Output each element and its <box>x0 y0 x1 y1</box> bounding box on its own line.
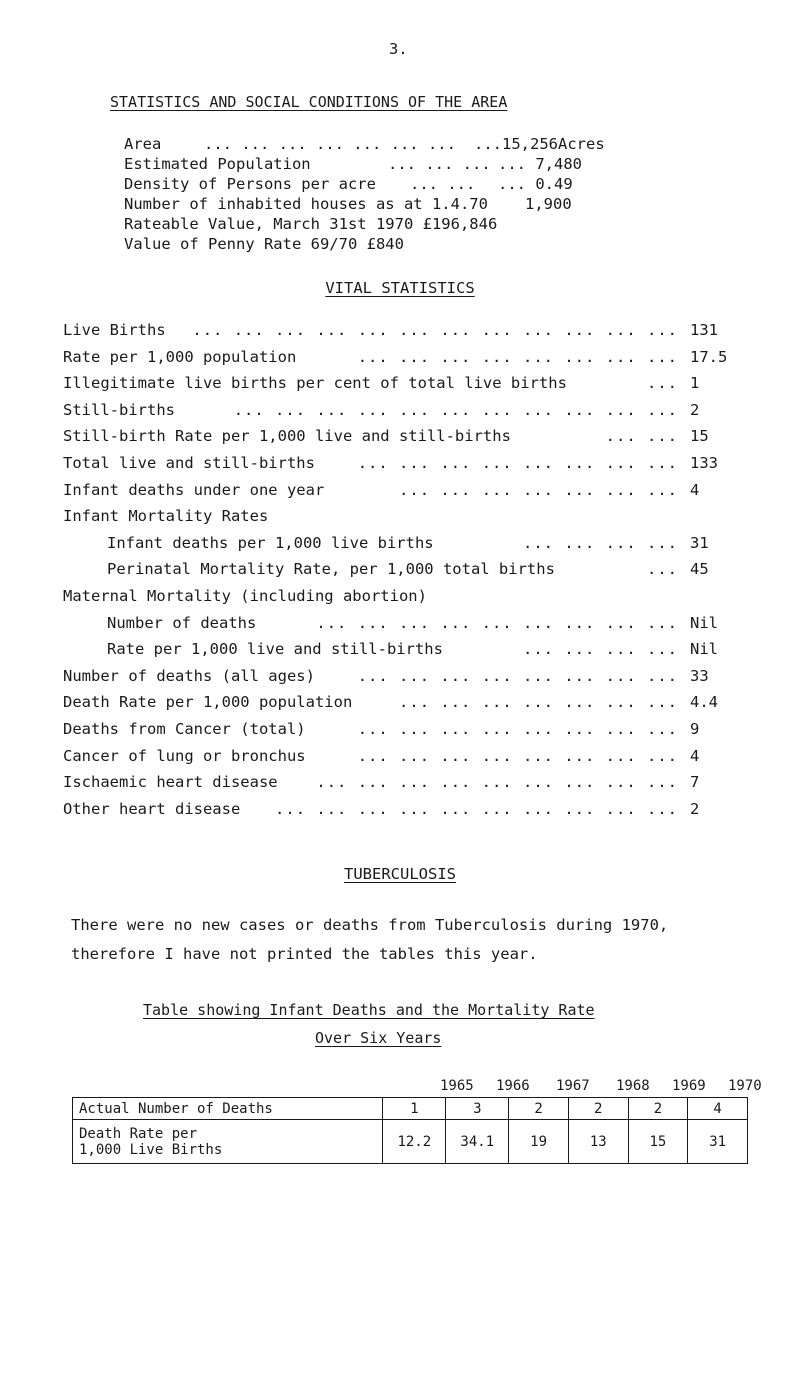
vital-stat-label: Perinatal Mortality Rate, per 1,000 total births <box>107 560 555 578</box>
vital-stat-value: 33 <box>690 667 709 685</box>
vital-stat-row <box>63 374 723 396</box>
dot-leader: ... ... ... ... ... ... ... ... ... ... <box>264 800 678 818</box>
vital-stat-label: Number of deaths <box>107 614 257 632</box>
vital-stat-label: Infant deaths under one year <box>63 481 325 499</box>
vital-stat-value: 9 <box>690 720 700 738</box>
table-cell: 12.2 <box>383 1120 446 1164</box>
vital-stat-label: Illegitimate live births per cent of total live births <box>63 374 567 392</box>
vital-stat-value: 133 <box>690 454 718 472</box>
vital-stat-row <box>63 667 723 689</box>
table-title: Table showing Infant Deaths and the Mortality Rate <box>143 1001 595 1019</box>
vital-stat-label: Total live and still-births <box>63 454 315 472</box>
vital-stat-value: Nil <box>690 614 718 632</box>
vital-stat-label: Live Births <box>63 321 166 339</box>
table-subtitle: Over Six Years <box>315 1029 442 1047</box>
vital-stat-value: 2 <box>690 800 700 818</box>
table-row <box>73 1120 748 1164</box>
vital-stat-value: 4 <box>690 747 700 765</box>
dot-leader: ... ... ... ... <box>512 534 678 552</box>
vital-stat-label: Other heart disease <box>63 800 241 818</box>
vital-stat-value: 45 <box>690 560 709 578</box>
vital-stat-value: 4.4 <box>690 693 718 711</box>
vital-stat-value: 7 <box>690 773 700 791</box>
density-row: Density of Persons per acre ... ... ... 0.49 <box>124 175 573 193</box>
vital-stat-label: Deaths from Cancer (total) <box>63 720 306 738</box>
vital-stat-value: 1 <box>690 374 700 392</box>
dot-leader: ... <box>636 374 678 392</box>
page-number: 3. <box>389 40 408 58</box>
vital-stat-row <box>63 640 723 662</box>
population-row: Estimated Population ... ... ... ... 7,480 <box>124 155 582 173</box>
row-label-line-2: 1,000 Live Births <box>79 1141 223 1158</box>
infant-deaths-table <box>72 1097 748 1164</box>
vital-stat-row <box>63 401 723 423</box>
vital-stat-value: 131 <box>690 321 718 339</box>
dot-leader: ... ... ... ... ... ... ... ... ... ... ... <box>223 401 678 419</box>
vital-stat-row <box>63 720 723 742</box>
vital-stat-label: Rate per 1,000 population <box>63 348 297 366</box>
dot-leader: ... ... ... ... ... ... ... ... <box>347 348 678 366</box>
vital-stat-value: Nil <box>690 640 718 658</box>
row-label: Actual Number of Deaths <box>73 1098 383 1120</box>
rateable-value-row: Rateable Value, March 31st 1970 £196,846 <box>124 215 498 233</box>
table-cell: 31 <box>688 1120 748 1164</box>
vital-stat-row <box>63 534 723 556</box>
vital-stat-value: 2 <box>690 401 700 419</box>
table-cell: 13 <box>568 1120 628 1164</box>
row-label-line-1: Death Rate per <box>79 1125 198 1142</box>
dot-leader: ... ... ... ... ... ... ... ... ... <box>306 614 678 632</box>
dot-leader: ... ... ... ... ... ... ... ... <box>347 747 678 765</box>
dot-leader: ... ... <box>595 427 678 445</box>
year-header-1969: 1969 <box>672 1078 706 1094</box>
vital-stat-label: Infant deaths per 1,000 live births <box>107 534 434 552</box>
vital-stat-label: Still-birth Rate per 1,000 live and still-births <box>63 427 511 445</box>
dot-leader: ... <box>636 560 678 578</box>
table-cell: 4 <box>688 1098 748 1120</box>
year-header-1968: 1968 <box>616 1078 650 1094</box>
vital-stat-value: 15 <box>690 427 709 445</box>
vital-stat-row <box>63 587 723 609</box>
vital-stat-row <box>63 560 723 582</box>
vital-stat-label: Cancer of lung or bronchus <box>63 747 306 765</box>
houses-row: Number of inhabited houses as at 1.4.70 1,900 <box>124 195 572 213</box>
dot-leader: ... ... ... ... ... ... ... <box>388 481 678 499</box>
dot-leader: ... ... ... ... <box>512 640 678 658</box>
year-header-1966: 1966 <box>496 1078 530 1094</box>
tuberculosis-text-line-1: There were no new cases or deaths from Tuberculosis during 1970, <box>71 916 669 934</box>
vital-stat-row <box>63 427 723 449</box>
dot-leader: ... ... ... ... ... ... ... ... <box>347 454 678 472</box>
vital-stat-row <box>63 321 723 343</box>
vital-statistics-heading: VITAL STATISTICS <box>325 279 475 297</box>
area-row: Area ... ... ... ... ... ... ... ...15,256Acres <box>124 135 605 153</box>
row-label <box>73 1120 383 1164</box>
vital-stat-row <box>63 800 723 822</box>
dot-leader: ... ... ... ... ... ... ... <box>388 693 678 711</box>
vital-stat-value: 31 <box>690 534 709 552</box>
vital-stat-label: Maternal Mortality (including abortion) <box>63 587 427 605</box>
vital-stat-label: Rate per 1,000 live and still-births <box>107 640 443 658</box>
vital-stat-value: 4 <box>690 481 700 499</box>
dot-leader: ... ... ... ... ... ... ... ... <box>347 667 678 685</box>
vital-stat-row <box>63 507 723 529</box>
table-cell: 34.1 <box>446 1120 509 1164</box>
vital-stat-label: Death Rate per 1,000 population <box>63 693 353 711</box>
vital-stat-label: Ischaemic heart disease <box>63 773 278 791</box>
vital-stat-row <box>63 348 728 370</box>
dot-leader: ... ... ... ... ... ... ... ... ... ... ... ... <box>182 321 678 339</box>
tuberculosis-heading: TUBERCULOSIS <box>344 865 456 883</box>
vital-stat-row <box>63 747 723 769</box>
vital-stat-value: 17.5 <box>690 348 728 366</box>
table-cell: 2 <box>628 1098 688 1120</box>
vital-stat-row <box>63 614 723 636</box>
table-cell: 2 <box>509 1098 569 1120</box>
vital-stat-label: Still-births <box>63 401 175 419</box>
vital-stat-label: Infant Mortality Rates <box>63 507 269 525</box>
vital-stat-row <box>63 481 723 503</box>
tuberculosis-text-line-2: therefore I have not printed the tables this year. <box>71 945 538 963</box>
year-header-1965: 1965 <box>440 1078 474 1094</box>
year-header-1970: 1970 <box>728 1078 762 1094</box>
dot-leader: ... ... ... ... ... ... ... ... <box>347 720 678 738</box>
vital-stat-row <box>63 773 723 795</box>
table-cell: 1 <box>383 1098 446 1120</box>
table-cell: 3 <box>446 1098 509 1120</box>
vital-stat-row <box>63 454 723 476</box>
dot-leader: ... ... ... ... ... ... ... ... ... <box>306 773 678 791</box>
table-cell: 15 <box>628 1120 688 1164</box>
vital-stat-label: Number of deaths (all ages) <box>63 667 315 685</box>
table-row <box>73 1098 748 1120</box>
table-cell: 2 <box>568 1098 628 1120</box>
penny-rate-row: Value of Penny Rate 69/70 £840 <box>124 235 404 253</box>
table-cell: 19 <box>509 1120 569 1164</box>
year-header-1967: 1967 <box>556 1078 590 1094</box>
vital-stat-row <box>63 693 723 715</box>
main-title: STATISTICS AND SOCIAL CONDITIONS OF THE AREA <box>110 93 508 111</box>
